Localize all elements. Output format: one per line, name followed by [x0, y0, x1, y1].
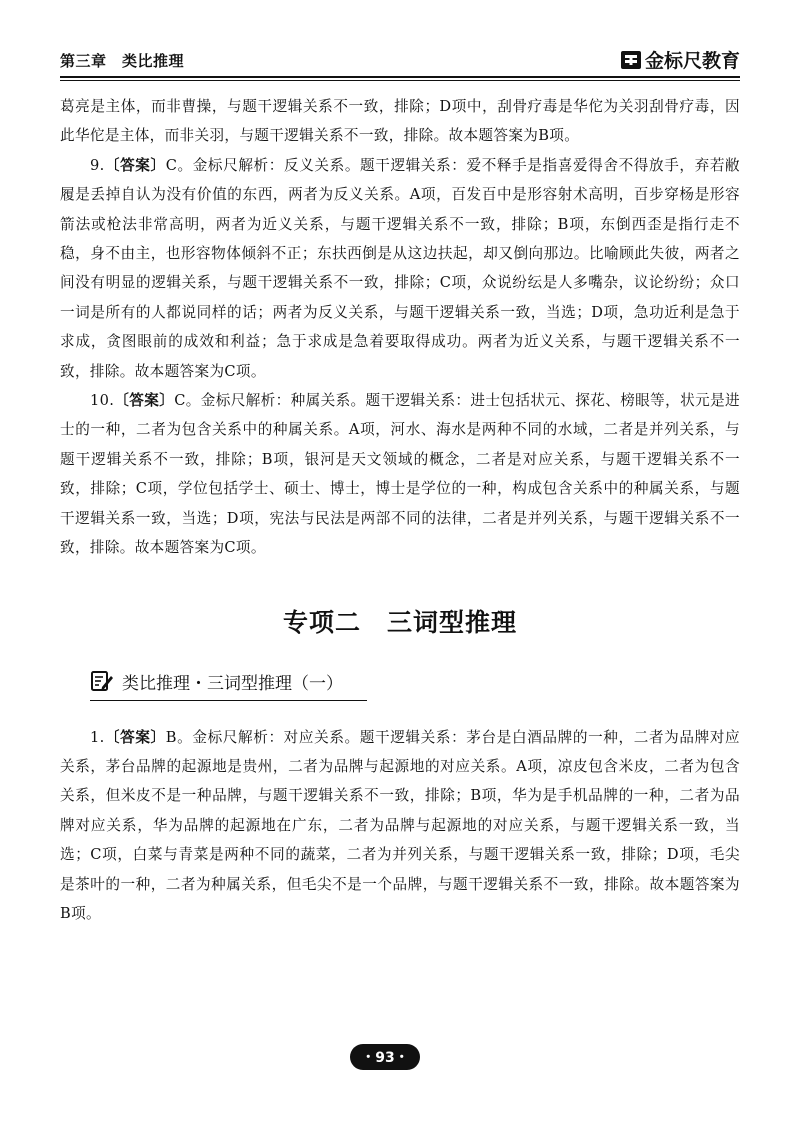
chapter-title: 第三章 类比推理 — [60, 52, 185, 70]
header-rule — [60, 76, 740, 81]
brand-name: 金标尺教育 — [644, 50, 740, 72]
answer-1 — [60, 723, 740, 929]
section-title: 专项二 三词型推理 — [282, 607, 517, 637]
page-header — [60, 44, 740, 74]
answer-text: B。金标尺解析：对应关系。题干逻辑关系：茅台是白酒品牌的一种，二者为品牌对应关系，茅台品牌的起源地是贵州，二者为品牌与起源地的对应关系。A项，凉皮包含米皮，二者为包含关系，但米皮不是一种品牌，与题干逻辑关系不一致，排除；B项，华为是手机品牌的一种，二者为品牌对应关系，华为品牌的起源地在广东，二者为品牌与起源地的对应关系，与题干逻辑关系一致，当选；C项，白菜与青菜是两种不同的蔬菜，二者为并列关系，与题干逻辑关系一致，排除；D项，毛尖是茶叶的一种，二者为种属关系，但毛尖不是一个品牌，与题干逻辑关系不一致，排除。故本题答案为B项。 — [60, 728, 740, 922]
paragraph-8-continued: 葛亮是主体，而非曹操，与题干逻辑关系不一致，排除；D项中，刮骨疗毒是华佗为关羽刮骨疗毒，因此华佗是主体，而非关羽，与题干逻辑关系不一致，排除。故本题答案为B项。 — [60, 98, 740, 145]
answer-number: 10. — [90, 392, 115, 410]
answer-text: C。金标尺解析：种属关系。题干逻辑关系：进士包括状元、探花、榜眼等，状元是进士的一种，二者为包含关系中的种属关系。A项，河水、海水是两种不同的水域，二者是并列关系，与题干逻辑关系不一致，排除；B项，银河是天文领域的概念，二者是对应关系，与题干逻辑关系不一致，排除；C项，学位包括学士、硕士、博士，博士是学位的一种，构成包含关系中的种属关系，与题干逻辑关系一致，当选；D项，宪法与民法是两部不同的法律，二者是并列关系，与题干逻辑关系不一致，排除。故本题答案为C项。 — [60, 392, 740, 557]
brand-icon — [620, 50, 642, 70]
answer-text: C。金标尺解析：反义关系。题干逻辑关系：爱不释手是指喜爱得舍不得放手，弃若敝履是丢掉自认为没有价值的东西，两者为反义关系。A项，百发百中是形容射术高明，百步穿杨是形容箭法或枪法非常高明，两者为近义关系，与题干逻辑关系不一致，排除；B项，东倒西歪是指行走不稳，身不由主，也形容物体倾斜不正；东扶西倒是从这边扶起，却又倒向那边。比喻顾此失彼，两者之间没有明显的逻辑关系，与题干逻辑关系不一致，排除；C项，众说纷纭是人多嘴杂，议论纷纷；众口一词是所有的人都说同样的话；两者为反义关系，与题干逻辑关系一致，当选；D项，急功近利是急于求成，贪图眼前的成效和利益；急于求成是急着要取得成功。两者为近义关系，与题干逻辑关系不一致，排除。故本题答案为C项。 — [60, 156, 740, 380]
answer-label: 〔答案〕 — [114, 392, 175, 410]
page-number: ・93・ — [350, 1044, 420, 1070]
notebook-pen-icon — [90, 669, 114, 693]
answer-10 — [60, 386, 740, 562]
answer-label: 〔答案〕 — [104, 728, 166, 746]
sub-heading — [90, 669, 367, 701]
brand-logo — [620, 46, 740, 73]
answer-label: 〔答案〕 — [104, 156, 166, 174]
sub-heading-text: 类比推理・三词型推理（一） — [122, 673, 343, 694]
page-content — [60, 92, 740, 928]
answer-number: 9. — [90, 156, 105, 174]
answer-number: 1. — [90, 728, 105, 746]
answer-9 — [60, 151, 740, 386]
